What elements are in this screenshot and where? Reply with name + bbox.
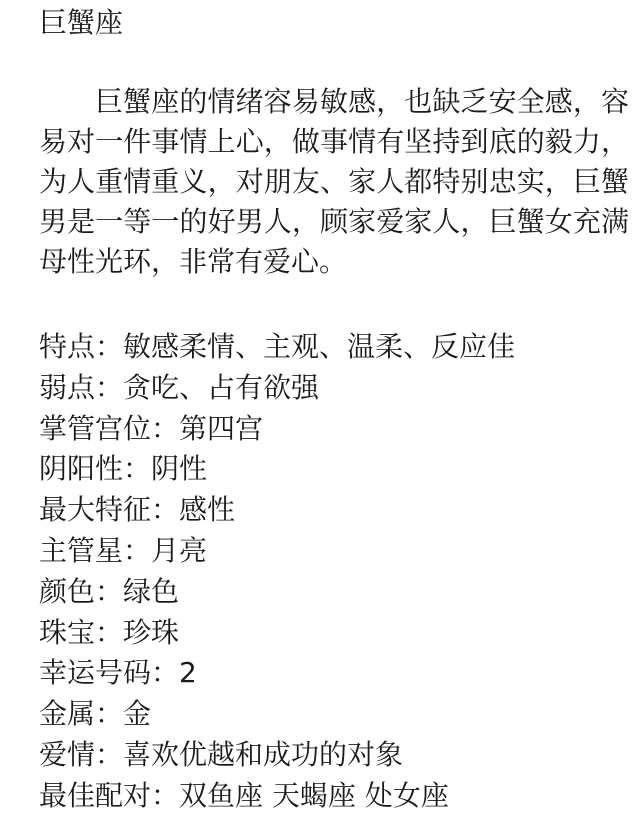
attribute-separator: ： [151,656,180,690]
attribute-separator: ： [95,697,124,731]
attribute-lucky-number [39,653,515,694]
attribute-color [39,572,515,613]
attribute-value: 双鱼座 天蝎座 处女座 [179,778,449,812]
attribute-separator: ： [123,452,152,486]
attribute-separator: ： [95,737,124,771]
attribute-value: 第四宫 [179,411,264,445]
attribute-label: 掌管宫位 [39,411,152,445]
attribute-value: 感性 [179,493,236,527]
attribute-value: 敏感柔情、主观、温柔、反应佳 [123,330,516,363]
attribute-separator: ： [123,533,152,567]
attribute-jewel [39,613,515,654]
attribute-separator: ： [151,493,180,527]
attribute-separator: ： [95,574,124,608]
attribute-main-feature [39,490,515,531]
attribute-list [39,327,515,817]
attribute-label: 特点 [39,330,96,363]
attribute-value: 珍珠 [123,615,180,649]
attribute-label: 幸运号码 [39,656,152,690]
attribute-label: 阴阳性 [39,452,124,486]
attribute-love [39,735,515,776]
attribute-label: 爱情 [39,737,96,771]
attribute-value: 喜欢优越和成功的对象 [123,737,404,771]
attribute-value: 绿色 [123,574,180,608]
attribute-value: 阴性 [151,452,208,486]
attribute-separator: ： [151,411,180,445]
attribute-separator: ： [95,615,124,649]
attribute-traits [39,327,515,368]
attribute-polarity [39,449,515,490]
attribute-best-match [39,776,515,817]
attribute-label: 最大特征 [39,493,152,527]
document-title: 巨蟹座 [39,6,124,39]
attribute-separator: ： [95,370,124,404]
attribute-value: 2 [179,656,197,690]
attribute-separator: ： [151,778,180,812]
attribute-house [39,409,515,450]
attribute-label: 弱点 [39,370,96,404]
attribute-metal [39,694,515,735]
attribute-weaknesses [39,368,515,409]
attribute-label: 金属 [39,697,96,731]
attribute-ruling-planet [39,531,515,572]
attribute-separator: ： [95,330,124,363]
attribute-value: 金 [123,697,152,731]
attribute-value: 月亮 [151,533,208,567]
description-paragraph: 巨蟹座的情绪容易敏感，也缺乏安全感，容易对一件事情上心，做事情有坚持到底的毅力，为人重情重义，对朋友、家人都特别忠实，巨蟹男是一等一的好男人，顾家爱家人，巨蟹女充满母性光环，非常有爱心。 [39,85,629,278]
attribute-label: 颜色 [39,574,96,608]
attribute-label: 珠宝 [39,615,96,649]
attribute-label: 主管星 [39,533,124,567]
attribute-value: 贪吃、占有欲强 [123,370,320,404]
attribute-label: 最佳配对 [39,778,152,812]
